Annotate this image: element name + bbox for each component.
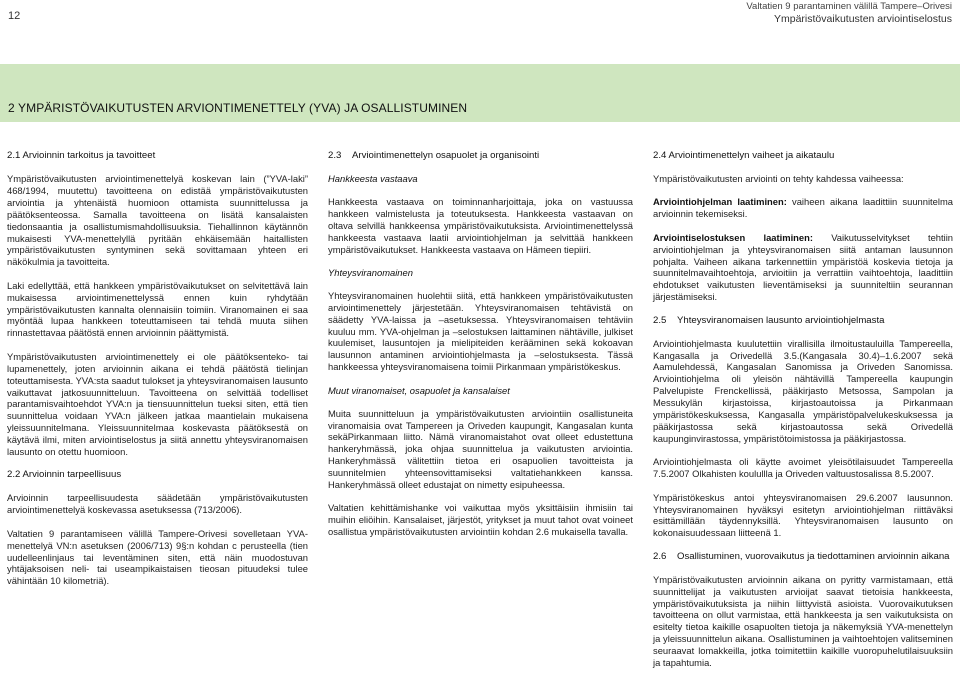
- section-heading-text: Arviointimenettelyn osapuolet ja organisointi: [352, 150, 540, 161]
- paragraph-text: Vaikutusselvitykset tehtiin arviointiohjelman ja yhteysviranomaisen siitä antaman lausunnon pohjalta. Vaiheen aikana tarkennettiin ympäristöä koskevia tietoja ja suunnitelmavaihtoehtoja, arvioitiin ja verrattiin vaihtoehtoja, laadittiin ehdotukset vaikutusten lieventämiseksi ja suunniteltiin seurannan järjestämiseksi.: [653, 231, 953, 303]
- paragraph: Valtatien 9 parantamiseen välillä Tampere-Orivesi sovelletaan YVA-menettelyä VN:n asetuksen (2006/713) 9§:n kohdan c perusteella (tien uudelleenlinjaus tai leventäminen siten, että näin muodostuvan yhtäjaksoisen neli- tai useampikaistaisen tieosan pituudeksi tulee vähintään 10 kilometriä).: [7, 527, 308, 587]
- section-heading-2-1: 2.1 Arvioinnin tarkoitus ja tavoitteet: [7, 150, 156, 161]
- paragraph: Ympäristövaikutusten arvioinnin aikana on pyritty varmistamaan, että suunnittelijat ja vaikutusten arvioijat saavat tietoisia hankkeesta, ympäristövaikutuksista ja niihin liittyvistä asioista. Vuorovaikutuksen tavoitteena on ollut varmistaa, että hankkeesta ja sen vaikutuksista on esitelty tietoa kaikille osapuolten tietoja ja näkemyksiä YVA-menettelyn ja yleissuunnittelun aikana. Osallistuminen ja vaihtoehtojen valitseminen seuraavat lomakkeilla, jotka toimitettiin kaikille vuoropuhelutilaisuuksiin ja tapahtumia.: [653, 573, 953, 669]
- paragraph: Arviointiohjelmasta kuulutettiin virallisilla ilmoitustauluilla Tampereella, Kangasalla ja Orivedellä 3.5.(Kangasala 30.4)–1.6.2007 sekä Aamulehdessä, Kangasalan Sanomissa ja Oriveden Sanomissa. Arviointiohjelma oli yleisön nähtävillä Tampereella kaupungin Palvelupiste Frenckellissä, pääkirjasto Metsossa, Sampolan ja Messukylän kirjastoissa, kirjastoautoissa ja Pirkanmaan ympäristökeskuksessa, Kangasalla ympäristöpalvelukeskuksessa ja pääkirjastossa sekä kirjastoautossa sekä Orivedellä kaupunginvirastossa, ympäristötoimistossa ja pääkirjastossa.: [653, 337, 953, 444]
- column-right: [653, 150, 953, 681]
- section-heading-2-3: [328, 150, 633, 162]
- bold-lead: Arviointiohjelman laatiminen:: [653, 196, 787, 208]
- paragraph: Ympäristökeskus antoi yhteysviranomaisen 29.6.2007 lausunnon. Yhteysviranomainen hyväksyi esitetyn arviointiohjelman riittäväksi esittämillään täydennyksillä. Yhteysviranomaisen lausunto on kokonaisuudessaan liitteenä 1.: [653, 491, 953, 539]
- column-middle: [328, 150, 633, 550]
- paragraph: Hankkeesta vastaava on toiminnanharjoittaja, joka on vastuussa hankkeen valmistelusta ja toteutuksesta. Hankkeesta vastaavan on oltava selvillä hankkeensa ympäristövaikutuksista. Arviointimenettelyssä hankkeesta vastaava laatii arviointiohjelman ja selvittää hankkeen ympäristövaikutukset. Hankkeesta vastaava on Hämeen tiepiiri.: [328, 195, 633, 255]
- running-header-line-2: Ympäristövaikutusten arviointiselostus: [774, 13, 952, 25]
- paragraph: Valtatien kehittämishanke voi vaikuttaa myös yksittäisiin ihmisiin tai muihin eliöihin. Kansalaiset, järjestöt, yritykset ja muut tahot ovat voineet osallistua ympäristövaikutusten arviointiin kohdan 2.6 mukaisella tavalla.: [328, 502, 633, 538]
- section-heading-text: Yhteysviranomaisen lausunto arviointiohjelmasta: [677, 314, 885, 326]
- section-heading-2-4: 2.4 Arviointimenettelyn vaiheet ja aikataulu: [653, 150, 835, 161]
- subheading-yhteysviranomainen: Yhteysviranomainen: [328, 266, 413, 278]
- paragraph: [653, 232, 953, 303]
- paragraph-text: vaiheen aikana laadittiin suunnitelma arvioinnin tekemiseksi.: [653, 196, 953, 220]
- paragraph: Ympäristövaikutusten arviointimenettelyä koskevan lain (”YVA-laki” 468/1994, muutettu) tavoitteena on edistää ympäristövaikutusten arviointia ja yhtenäistä huomioon ottamista suunnittelussa ja päätöksenteossa. Samalla tavoitteena on lisätä kansalaisten tiedonsaantia ja osallistumismahdollisuuksia. Tiehallinnon käytännön mukaisesti YVA-menettelyllä pyritään ehkäisemään haitallisten ympäristövaikutusten syntyminen sekä sovittamaan yhteen eri näkökulmia ja tavoitteita.: [7, 173, 308, 268]
- section-number: 2.5: [653, 314, 667, 326]
- page-number: 12: [8, 10, 21, 22]
- section-number: 2.3: [328, 150, 342, 161]
- chapter-title: 2 YMPÄRISTÖVAIKUTUSTEN ARVIONTIMENETTELY (YVA) JA OSALLISTUMINEN: [8, 101, 468, 115]
- section-heading-2-2: 2.2 Arvioinnin tarpeellisuus: [7, 469, 122, 481]
- paragraph: Ympäristövaikutusten arviointi on tehty kahdessa vaiheessa:: [653, 173, 904, 184]
- column-left: [7, 150, 308, 599]
- chapter-title-band: [0, 64, 960, 122]
- paragraph: Laki edellyttää, että hankkeen ympäristövaikutukset on selvitettävä lain mukaisessa arviointimenettelyssä ennen kuin ryhdytään ympäristövaikutusten kannalta olennaisiin toimiin. Viranomainen ei saa myöntää lupaa hankkeen toteuttamiseen tai tehdä muuta siihen rinnastettavaa päätöstä ennen arvioinnin päättymistä.: [7, 279, 308, 339]
- running-header-line-1: Valtatien 9 parantaminen välillä Tampere–Orivesi: [746, 1, 952, 12]
- paragraph: Muita suunnitteluun ja ympäristövaikutusten arviointiin osallistuneita viranomaisia ovat Tampereen ja Oriveden kaupungit, Kangasalan kunta sekäPirkanmaan liitto. Nämä viranomaistahot ovat olleet edustettuna hankeryhmässä, joka ohjaa suunnittelua ja vaikutusten arviointia. Hankeryhmässä välitettiin tietoa eri osapuolien tavoitteista ja suunnitelmien yhteensovittamiseksi valtatiehankkeen kanssa. Hankeryhmässä olleet edustajat on nimetty esipuheessa.: [328, 407, 633, 491]
- section-number: 2.6: [653, 550, 667, 562]
- section-heading-text: Osallistuminen, vuorovaikutus ja tiedottaminen arvioinnin aikana: [677, 550, 950, 562]
- bold-lead: Arviointiselostuksen laatiminen:: [653, 231, 813, 243]
- paragraph: Yhteysviranomainen huolehtii siitä, että hankkeen ympäristövaikutusten arviointimenettely järjestetään. Yhteysviranomaisen tehtävistä on säädetty YVA-laissa ja –asetuksessa. Yhteysviranomaisen tehtäviin kuuluu mm. YVA-ohjelman ja –selostuksen laittaminen nähtäville, julkiset kuulemiset, lausuntojen ja mielipiteiden kerääminen sekä kokoavan lausunnon antaminen arviointiohjelmasta ja –selostuksesta. Tässä hankkeessa yhteysviranomaisena toimii Pirkanmaan ympäristökeskus.: [328, 289, 633, 373]
- paragraph: Ympäristövaikutusten arviointimenettely ei ole päätöksenteko- tai lupamenettely, joten arvioinnin aikana ei tehdä päätöstä tielinjan toteuttamisesta. YVA:sta saadut tulokset ja yhteysviranomaisen lausunto vaikuttavat jatkosuunnitteluun. Tavoitteena on selvittää todelliset parantamisvaihtoehdot YVA:n ja tiensuunnittelun tueksi siten, että tien suunnittelua voidaan YVA:n jälkeen jatkaa maantielain mukaisena yleissuunnitelmana. Yleissuunnitelmaa koskevasta päätöksestä on käytävä ilmi, miten arviointiselostus ja siitä annettu yhteysviranomaisen lausunto on otettu huomioon.: [7, 350, 308, 458]
- running-header: [746, 0, 952, 26]
- section-heading-2-5: [653, 315, 953, 327]
- paragraph: Arvioinnin tarpeellisuudesta säädetään ympäristövaikutusten arviointimenettelyä koskevassa asetuksessa (713/2006).: [7, 492, 308, 516]
- subheading-muut-osapuolet: Muut viranomaiset, osapuolet ja kansalaiset: [328, 384, 510, 396]
- paragraph: [653, 196, 953, 220]
- paragraph: Arviointiohjelmasta oli käytte avoimet yleisötilaisuudet Tampereella 7.5.2007 Olkahisten koulullla ja Oriveden valtuustosalissa 8.5.2007.: [653, 456, 953, 480]
- subheading-hankkeesta-vastaava: Hankkeesta vastaava: [328, 173, 418, 184]
- section-heading-2-6: [653, 551, 953, 563]
